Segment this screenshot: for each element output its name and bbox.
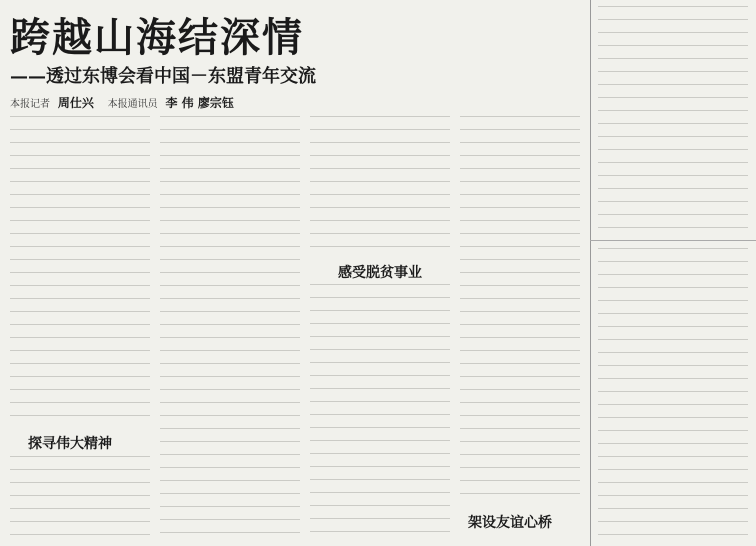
section-heading-friendship: 架设友谊心桥 bbox=[468, 515, 552, 531]
text-block-col1-bottom bbox=[10, 456, 150, 538]
reporter-name: 周仕兴 bbox=[57, 96, 94, 110]
right-column-divider bbox=[590, 240, 756, 241]
text-block-right-top bbox=[598, 6, 748, 234]
section-heading-poverty: 感受脱贫事业 bbox=[338, 265, 422, 281]
article-headline: 跨越山海结深情 bbox=[10, 14, 304, 61]
correspondent-names: 李 伟 廖宗钰 bbox=[165, 96, 234, 110]
section-heading-spirit: 探寻伟大精神 bbox=[28, 436, 112, 452]
correspondent-role: 本报通讯员 bbox=[107, 99, 158, 110]
byline bbox=[10, 94, 244, 111]
text-block-col2 bbox=[160, 116, 300, 538]
text-block-col4 bbox=[460, 116, 580, 506]
text-block-col3-bottom bbox=[310, 284, 450, 538]
text-block-right-bottom bbox=[598, 248, 748, 538]
column-rule-right bbox=[590, 0, 591, 546]
reporter-role: 本报记者 bbox=[10, 99, 50, 110]
text-block-col1-top bbox=[10, 116, 150, 422]
article-subtitle: ——透过东博会看中国－东盟青年交流 bbox=[10, 66, 316, 87]
text-block-col3-top bbox=[310, 116, 450, 256]
